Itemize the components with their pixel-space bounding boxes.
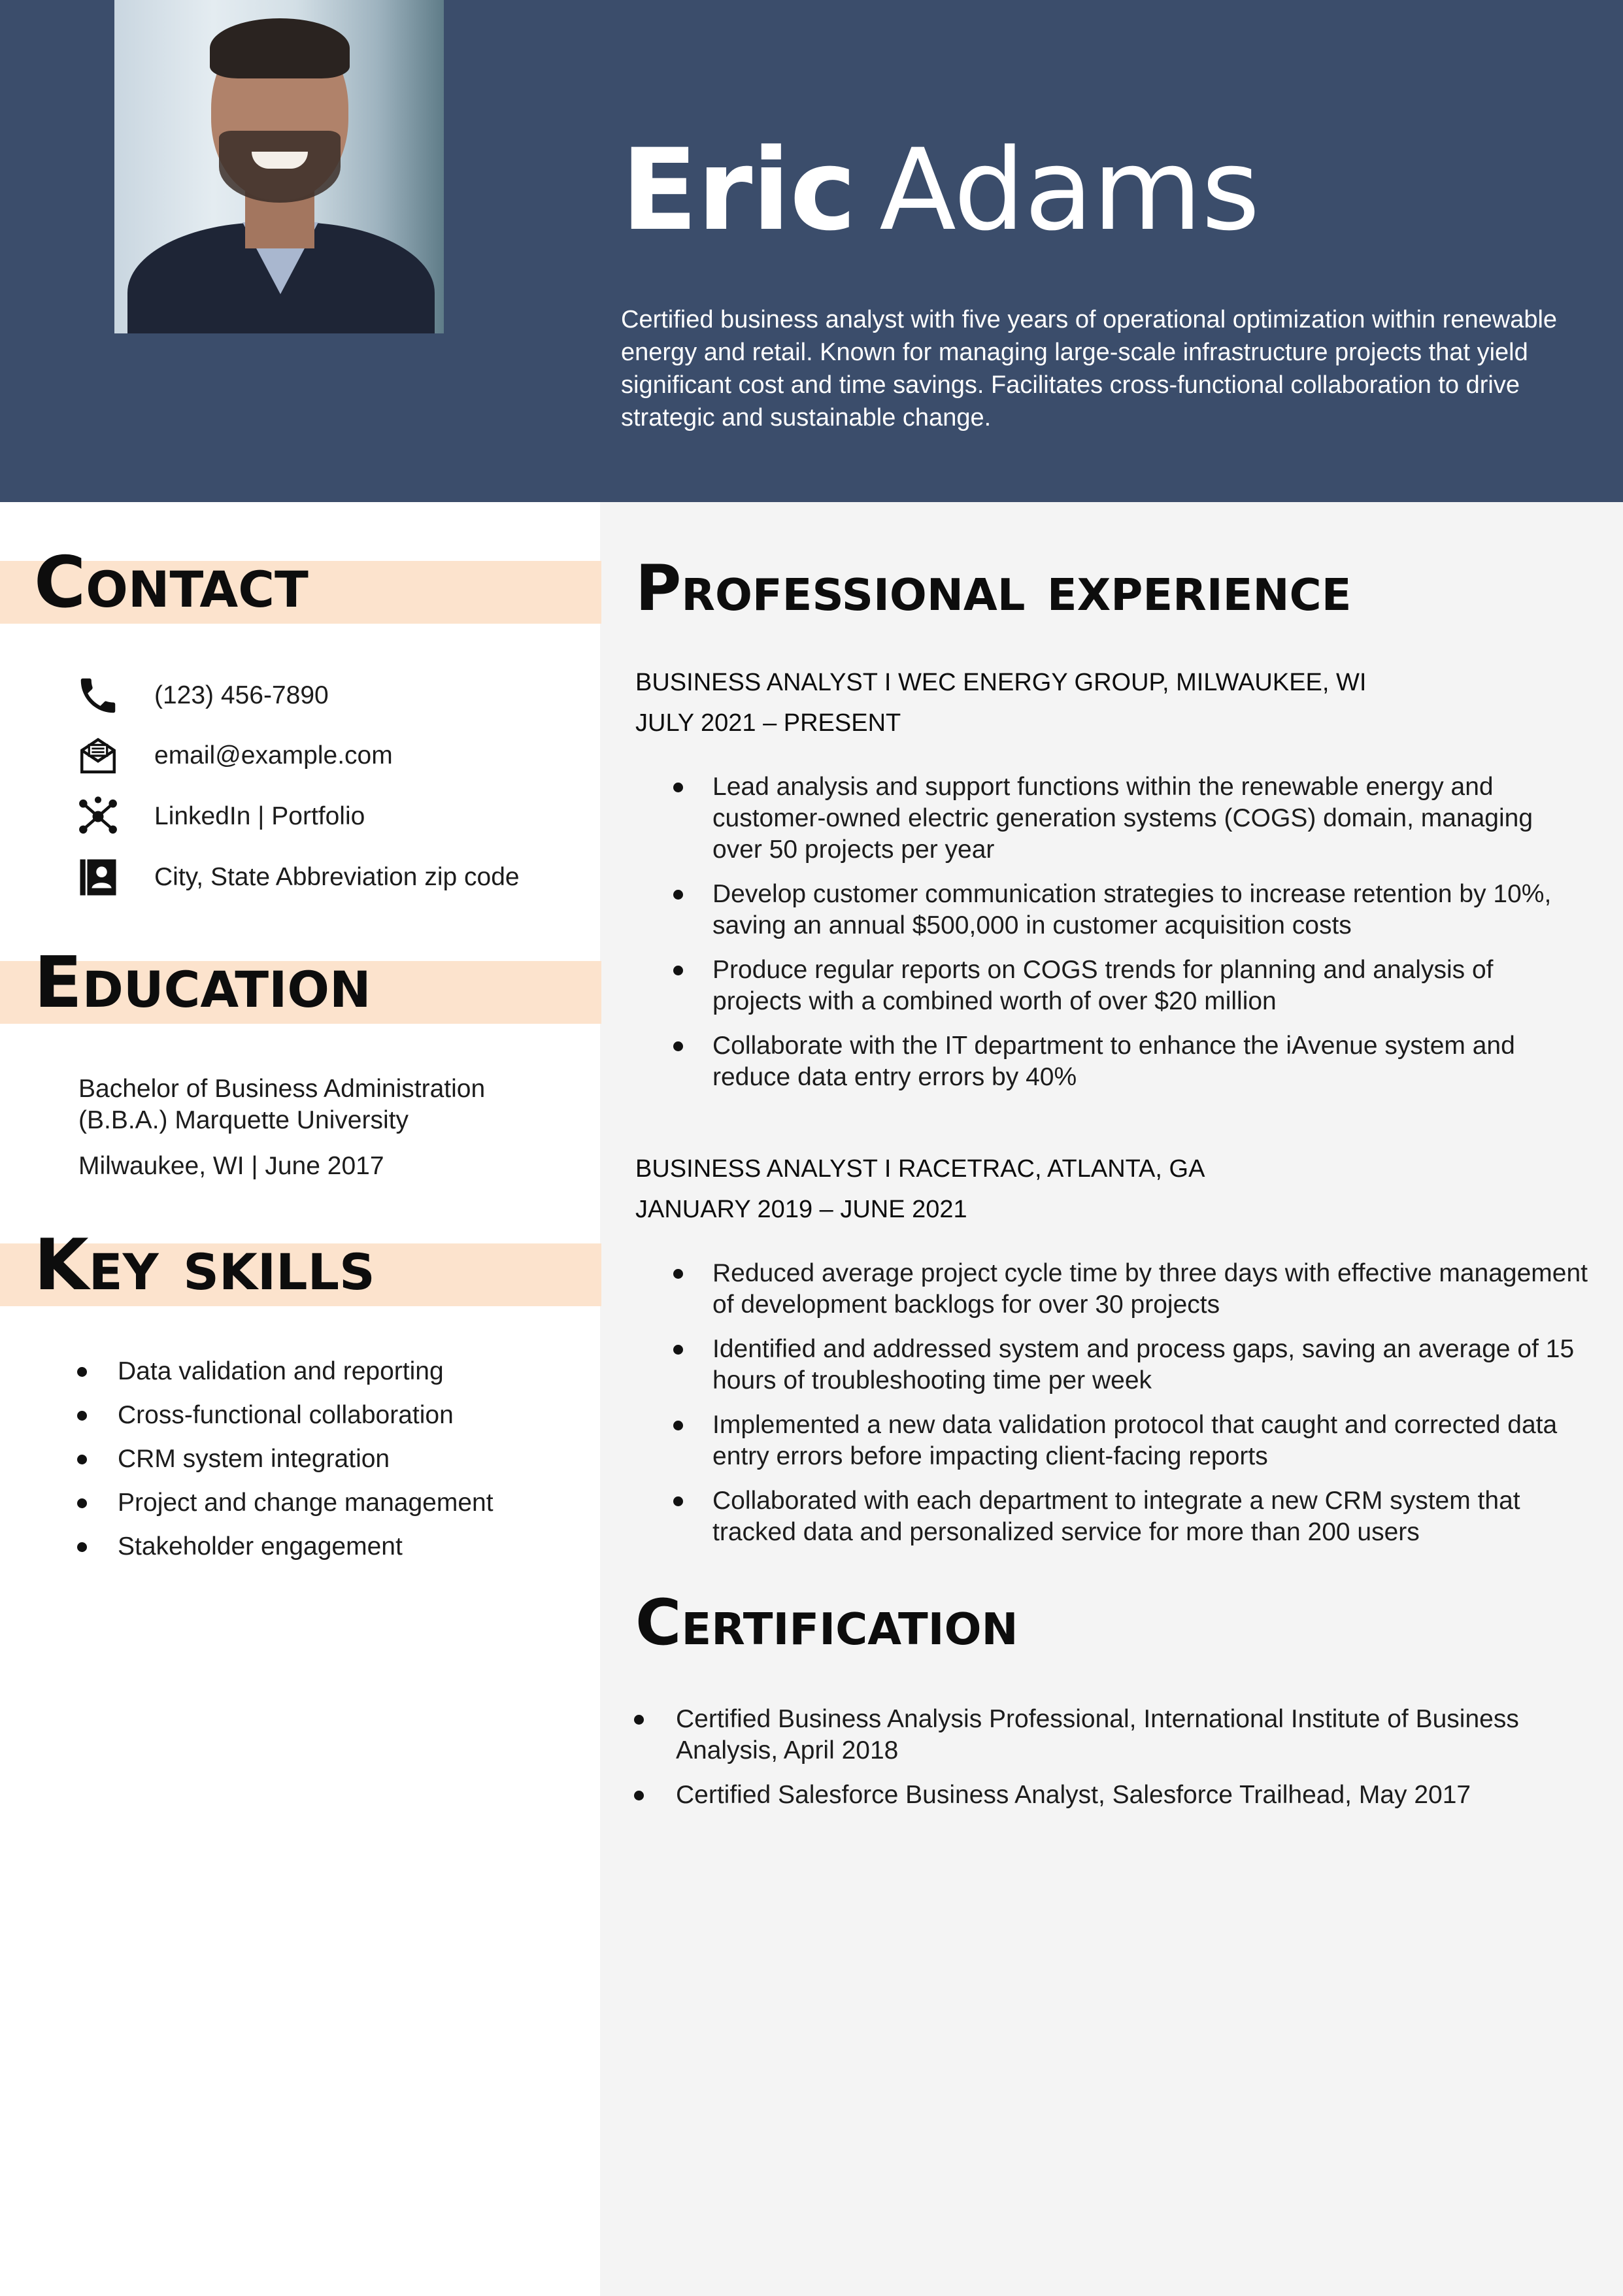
education-location-date: Milwaukee, WI | June 2017 [78,1152,384,1180]
header-banner [0,0,1623,502]
last-name: Adams [879,124,1260,256]
job-1-role: BUSINESS ANALYST I WEC ENERGY GROUP, MILWAUKEE, WI [635,669,1367,696]
phone-icon [75,672,122,719]
skills-list [77,1356,574,1575]
job-bullet: Collaborated with each department to integrate a new CRM system that tracked data and personalized service for more than 200 users [667,1485,1588,1548]
job-bullet: Produce regular reports on COGS trends for planning and analysis of projects with a combined worth of over $20 million [667,954,1588,1017]
experience-section-title: Professional experience [635,552,1352,625]
education-section-title: Education [34,942,371,1024]
job-1-dates: JULY 2021 – PRESENT [635,709,901,737]
contact-phone [75,672,329,719]
email-icon [75,732,122,779]
skill-item: Stakeholder engagement [77,1531,574,1562]
certification-list [631,1704,1586,1824]
contact-address [75,854,520,901]
certification-item: Certified Salesforce Business Analyst, Salesforce Trailhead, May 2017 [631,1780,1586,1811]
job-2-dates: JANUARY 2019 – JUNE 2021 [635,1196,967,1223]
skill-item: CRM system integration [77,1443,574,1475]
job-1-bullets [667,771,1588,1106]
address-text: City, State Abbreviation zip code [154,863,520,891]
certification-item: Certified Business Analysis Professional, International Institute of Business Analysis, April 2018 [631,1704,1586,1766]
job-bullet: Develop customer communication strategies to increase retention by 10%, saving an annual $500,000 in customer acquisition costs [667,879,1588,941]
phone-text: (123) 456-7890 [154,681,329,709]
skill-item: Cross-functional collaboration [77,1400,574,1431]
summary-text: Certified business analyst with five years of operational optimization within renewable energy and retail. Known for managing large-scale infrastructure projects that yield significant cost and time savings. Facilitates cross-functional collaboration to drive strategic and sustainable change. [621,306,1558,431]
job-2-role: BUSINESS ANALYST I RACETRAC, ATLANTA, GA [635,1155,1205,1183]
certification-section-title: Certification [635,1586,1018,1659]
profile-photo [114,0,444,333]
job-bullet: Collaborate with the IT department to enhance the iAvenue system and reduce data entry errors by 40% [667,1030,1588,1093]
job-bullet: Implemented a new data validation protocol that caught and corrected data entry errors before impacting client-facing reports [667,1410,1588,1472]
candidate-name [621,124,1260,256]
links-text: LinkedIn | Portfolio [154,802,365,830]
contact-links [75,793,365,840]
address-book-icon [75,854,122,901]
job-bullet: Lead analysis and support functions within the renewable energy and customer-owned electric generation systems (COGS) domain, managing over 50 projects per year [667,771,1588,866]
job-bullet: Identified and addressed system and process gaps, saving an average of 15 hours of troubleshooting time per week [667,1334,1588,1396]
first-name: Eric [621,124,856,256]
contact-email [75,732,393,779]
education-degree: Bachelor of Business Administration (B.B.A.) Marquette University [78,1075,486,1134]
job-bullet: Reduced average project cycle time by three days with effective management of development backlogs for over 30 projects [667,1258,1588,1321]
network-icon [75,793,122,840]
job-2-bullets [667,1258,1588,1561]
email-text: email@example.com [154,741,393,769]
skills-section-title: Key skills [34,1224,375,1306]
contact-section-title: Contact [34,542,309,624]
skill-item: Project and change management [77,1487,574,1519]
skill-item: Data validation and reporting [77,1356,574,1387]
